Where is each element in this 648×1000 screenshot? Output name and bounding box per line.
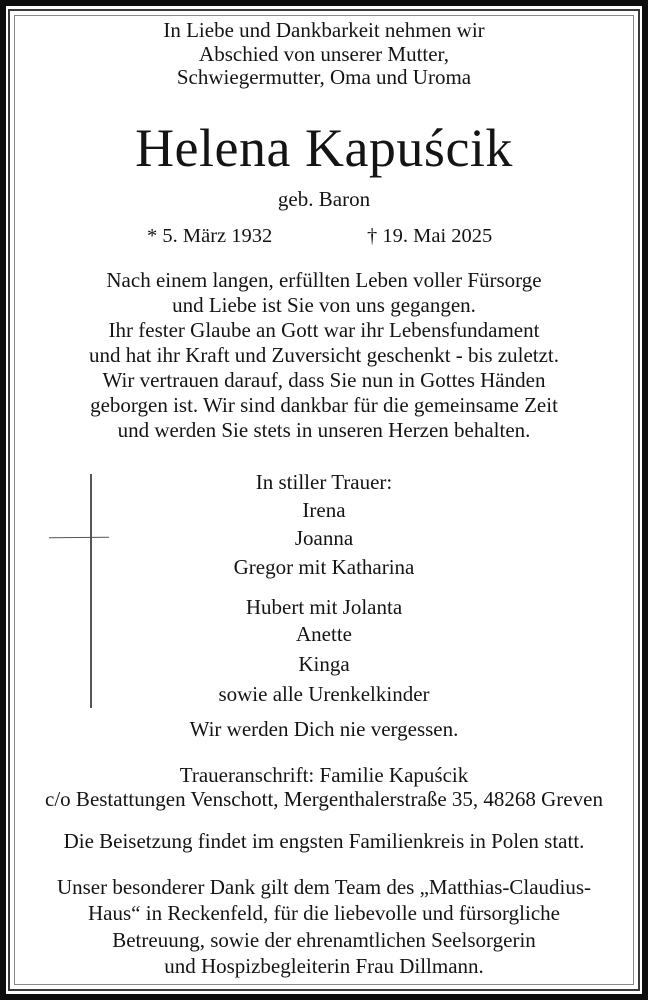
tribute-line: geborgen ist. Wir sind dankbar für die gemeinsame Zeit <box>90 393 558 417</box>
burial-note: Die Beisetzung findet im engsten Familienkreis in Polen statt. <box>63 829 585 853</box>
address-line: c/o Bestattungen Venschott, Mergenthalerstraße 35, 48268 Greven <box>45 787 603 811</box>
tribute-line: und werden Sie stets in unseren Herzen behalten. <box>117 418 531 442</box>
thanks-line: Betreuung, sowie der ehrenamtlichen Seelsorgerin <box>112 928 536 952</box>
thanks-line: und Hospizbegleiterin Frau Dillmann. <box>164 954 484 978</box>
notice-content <box>6 6 642 994</box>
tribute-line: und hat ihr Kraft und Zuversicht geschenkt - bis zuletzt. <box>88 343 560 367</box>
mourner-name: Gregor mit Katharina <box>233 555 415 579</box>
intro-line: Abschied von unserer Mutter, <box>199 42 449 66</box>
obituary-notice <box>6 6 642 994</box>
thanks-line: Unser besonderer Dank gilt dem Team des „Matthias-Claudius- <box>56 875 592 899</box>
closing-line: Wir werden Dich nie vergessen. <box>189 717 459 741</box>
mourner-name: Irena <box>302 498 346 522</box>
intro-line: In Liebe und Dankbarkeit nehmen wir <box>163 18 485 42</box>
maiden-name: geb. Baron <box>277 187 371 211</box>
tribute-line: Ihr fester Glaube an Gott war ihr Lebensfundament <box>108 318 540 342</box>
mourner-name: Kinga <box>298 652 350 676</box>
birth-date: * 5. März 1932 <box>147 225 273 247</box>
tribute-line: Wir vertrauen darauf, dass Sie nun in Gottes Händen <box>102 368 546 392</box>
tribute-line: Nach einem langen, erfüllten Leben voller Fürsorge <box>106 268 542 292</box>
mourner-name: Hubert mit Jolanta <box>245 595 403 619</box>
mourner-name: sowie alle Urenkelkinder <box>218 682 430 706</box>
mourning-heading: In stiller Trauer: <box>255 470 393 494</box>
mourner-name: Anette <box>296 622 352 646</box>
deceased-name: Helena Kapuścik <box>135 118 513 178</box>
mourner-name: Joanna <box>294 526 354 550</box>
tribute-line: und Liebe ist Sie von uns gegangen. <box>172 293 476 317</box>
intro-line: Schwiegermutter, Oma und Uroma <box>176 65 472 89</box>
death-date: † 19. Mai 2025 <box>367 225 493 247</box>
address-line: Traueranschrift: Familie Kapuścik <box>179 763 469 787</box>
thanks-line: Haus“ in Reckenfeld, für die liebevolle und fürsorgliche <box>88 901 560 925</box>
